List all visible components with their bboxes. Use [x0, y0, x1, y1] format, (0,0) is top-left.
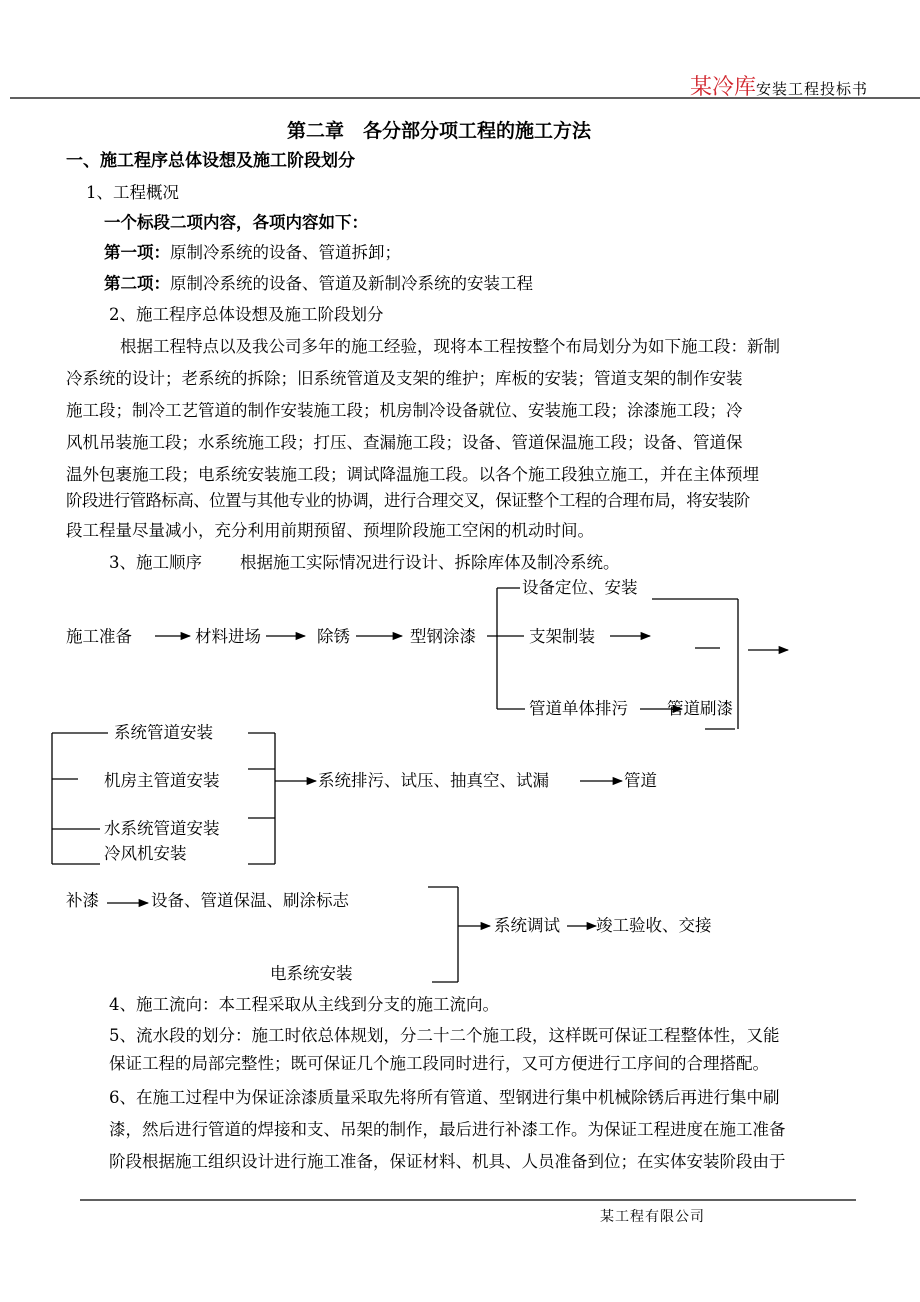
s6-line: 6、在施工过程中为保证涂漆质量采取先将所有管道、型钢进行集中机械除锈后再进行集中刷: [109, 1088, 780, 1107]
flow-insulate: 设备、管道保温、刷涂标志: [151, 891, 349, 910]
s5-line: 5、流水段的划分：施工时依总体规划，分二十二个施工段，这样既可保证工程整体性，又能: [109, 1026, 780, 1045]
s2-line: 冷系统的设计；老系统的拆除；旧系统管道及支架的维护；库板的安装；管道支架的制作安装: [66, 369, 743, 388]
header-brand: 某冷库: [690, 75, 757, 100]
s2-heading: 2、施工程序总体设想及施工阶段划分: [109, 305, 384, 324]
s1-heading: 1、工程概况: [86, 183, 179, 202]
s4-text: 4、施工流向：本工程采取从主线到分支的施工流向。: [109, 995, 499, 1014]
flow-cooler: 冷风机安装: [104, 844, 187, 863]
flow-pipe-paint: 管道刷漆: [667, 699, 733, 718]
flow-test: 系统排污、试压、抽真空、试漏: [318, 771, 549, 790]
s6-line: 阶段根据施工组织设计进行施工准备，保证材料、机具、人员准备到位；在实体安装阶段由于: [109, 1152, 786, 1171]
flow-water-pipe: 水系统管道安装: [104, 819, 220, 838]
flow-material: 材料进场: [195, 627, 261, 646]
s1-intro: 一个标段二项内容，各项内容如下：: [104, 213, 368, 232]
s1-item2-label: 第二项：: [104, 274, 170, 293]
flow-touchup: 补漆: [66, 891, 99, 910]
s2-line: 阶段进行管路标高、位置与其他专业的协调，进行合理交叉，保证整个工程的合理布局，将安装阶: [66, 491, 750, 510]
chapter-title: 第二章 各分部分项工程的施工方法: [287, 120, 592, 142]
header-title: 安装工程投标书: [756, 80, 869, 98]
s6-line: 漆，然后进行管道的焊接和支、吊架的制作，最后进行补漆工作。为保证工程进度在施工准备: [109, 1120, 786, 1139]
section1-title: 一、施工程序总体设想及施工阶段划分: [66, 151, 355, 171]
s3-text: 根据施工实际情况进行设计、拆除库体及制冷系统。: [240, 553, 620, 572]
flow-accept: 竣工验收、交接: [596, 916, 712, 935]
footer-company: 某工程有限公司: [600, 1209, 705, 1225]
s1-item2-text: 原制冷系统的设备、管道及新制冷系统的安装工程: [170, 274, 533, 293]
s1-item1-label: 第一项：: [104, 243, 170, 262]
flow-pipe-flush: 管道单体排污: [529, 699, 628, 718]
flow-prep: 施工准备: [66, 627, 132, 646]
flow-sys-pipe: 系统管道安装: [114, 723, 213, 742]
flow-derust: 除锈: [317, 627, 350, 646]
flow-equip-install: 设备定位、安装: [522, 578, 638, 597]
s2-line: 段工程量尽量减小，充分利用前期预留、预埋阶段施工空闲的机动时间。: [66, 521, 594, 540]
s2-line: 风机吊装施工段；水系统施工段；打压、查漏施工段；设备、管道保温施工段；设备、管道保: [66, 433, 743, 452]
s3-heading: 3、施工顺序: [109, 553, 202, 572]
s1-item1-text: 原制冷系统的设备、管道拆卸；: [170, 243, 401, 262]
flow-pipe: 管道: [624, 771, 657, 790]
flow-steel-paint: 型钢涂漆: [410, 627, 476, 646]
flow-debug: 系统调试: [494, 916, 560, 935]
flow-bracket-make: 支架制装: [529, 627, 595, 646]
flow-room-pipe: 机房主管道安装: [104, 771, 220, 790]
s2-line: 根据工程特点以及我公司多年的施工经验，现将本工程按整个布局划分为如下施工段：新制: [120, 337, 780, 356]
s5-line: 保证工程的局部完整性；既可保证几个施工段同时进行，又可方便进行工序间的合理搭配。: [109, 1054, 769, 1073]
s2-line: 施工段；制冷工艺管道的制作安装施工段；机房制冷设备就位、安装施工段；涂漆施工段；冷: [66, 401, 743, 420]
flow-elec: 电系统安装: [270, 964, 353, 983]
s2-line: 温外包裹施工段；电系统安装施工段；调试降温施工段。以各个施工段独立施工，并在主体预埋: [66, 465, 759, 484]
